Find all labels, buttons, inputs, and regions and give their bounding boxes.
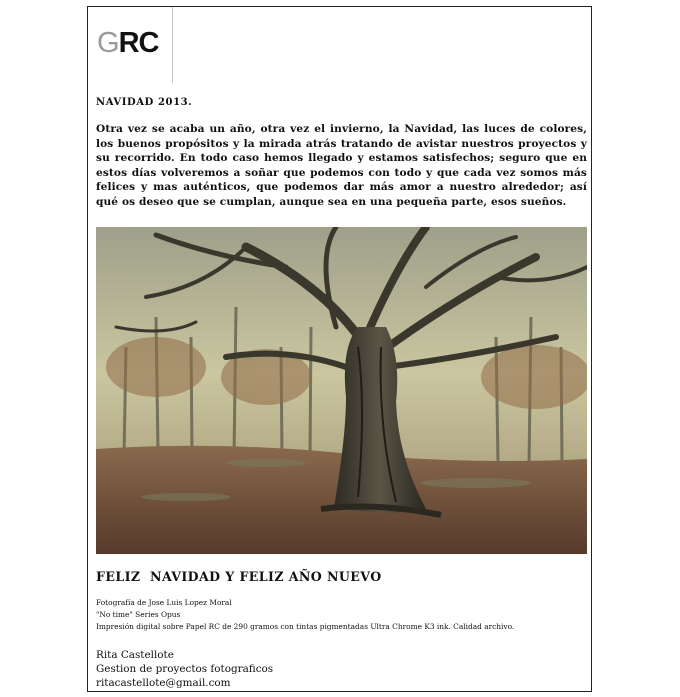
page-title: NAVIDAD 2013. [96,97,193,108]
contact-name: Rita Castellote [96,649,174,661]
logo-g: G [97,27,119,59]
contact-role: Gestion de proyectos fotograficos [96,663,274,675]
body-paragraph: Otra vez se acaba un año, otra vez el invierno, la Navidad, las luces de colores, los buenos propósitos y la mirada atrás tratando de avistar nuestros proyectos y su recorrido. En todo caso hemos llegado y estamos satisfechos; seguro que en estos días volveremos a soñar que podemos con todo y que cada vez somos más felices y mas auténticos, que podemos dar más amor a nuestro alrededor; así qué os deseo que se cumplan, aunque sea en una pequeña parte, esos sueños. [96,123,587,208]
contact-block [96,648,273,690]
grc-logo [97,29,158,58]
tree-photo-illustration [96,227,587,554]
card-page [87,6,592,692]
logo-box [88,7,173,83]
contact-email: ritacastellote@gmail.com [96,677,231,689]
credit-series: "No time" Series Opus [96,610,181,619]
credit-print: Impresión digital sobre Papel RC de 290 gramos con tintas pigmentadas Ultra Chrome K3 ink. Calidad archivo. [96,622,515,631]
logo-rc: RC [118,27,159,59]
photo-credits [96,597,514,633]
credit-photographer: Fotografía de Jose Luis Lopez Moral [96,598,232,607]
tree-photograph [96,227,587,554]
greeting-headline: FELIZ NAVIDAD Y FELIZ AÑO NUEVO [96,569,382,584]
